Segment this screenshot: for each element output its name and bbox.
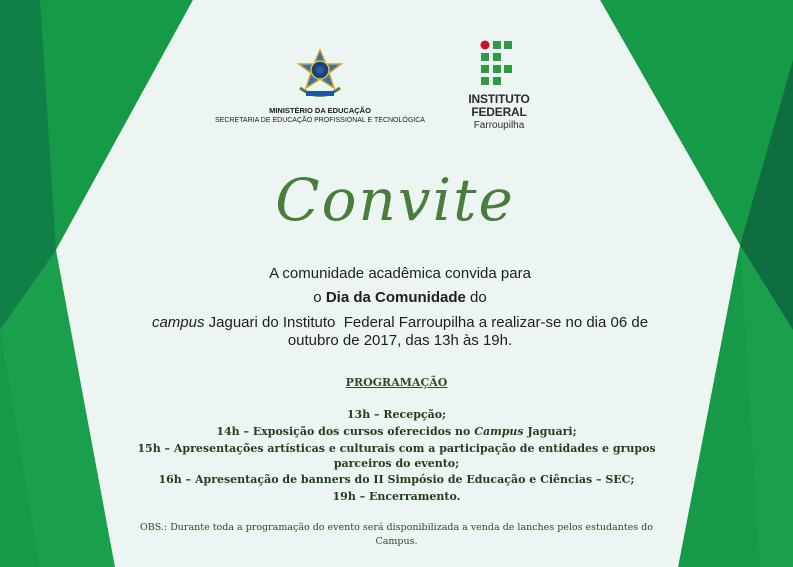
instituto-federal-logo-icon (480, 40, 520, 90)
schedule-item: 13h – Recepção; (346, 408, 447, 421)
schedule-item2-italic: Campus (474, 425, 524, 438)
ministry-name: MINISTÉRIO DA EDUCAÇÃO (269, 106, 371, 115)
ministry-secretariat: SECRETARIA DE EDUCAÇÃO PROFISSIONAL E TECNOLÓGICA (215, 117, 425, 124)
intro-line2 (100, 289, 700, 307)
intro-line4: outubro de 2017, das 13h às 19h. (287, 332, 513, 349)
brazil-coat-of-arms-icon (292, 48, 348, 102)
intro-line2-post: do (465, 289, 487, 306)
intro-line3-rest: Jaguari do Instituto Federal Farroupilha a realizar-se no dia 06 de (204, 314, 649, 331)
institute-line3: Farroupilha (473, 120, 525, 131)
schedule-item2-pre: 14h – Exposição dos cursos oferecidos no (216, 425, 475, 438)
intro-line3 (100, 314, 700, 332)
intro-line1: A comunidade acadêmica convida para (269, 265, 531, 282)
schedule-item (110, 424, 683, 439)
schedule-item: 16h – Apresentação de banners do II Simpósio de Educação e Ciências – SEC; (158, 473, 635, 486)
intro-line3-italic: campus (151, 314, 205, 331)
schedule-item: 15h – Apresentações artísticas e culturais com a participação de entidades e grupos parceiros do evento; (137, 442, 656, 470)
event-name: Dia da Comunidade (325, 289, 466, 306)
institute-name (458, 93, 540, 132)
institute-line2: FEDERAL (471, 105, 527, 119)
schedule-title: PROGRAMAÇÃO (345, 376, 448, 389)
intro-line2-pre: o (313, 289, 326, 306)
institute-line1: INSTITUTO (468, 92, 530, 106)
page-title: Convite (275, 166, 515, 234)
schedule-item: 19h – Encerramento. (332, 490, 461, 503)
ministry-label (205, 106, 435, 126)
schedule-item2-post: Jaguari; (523, 425, 577, 438)
observation-note: OBS.: Durante toda a programação do evento será disponibilizada a venda de lanches pelos estudantes do Campus. (140, 522, 653, 547)
